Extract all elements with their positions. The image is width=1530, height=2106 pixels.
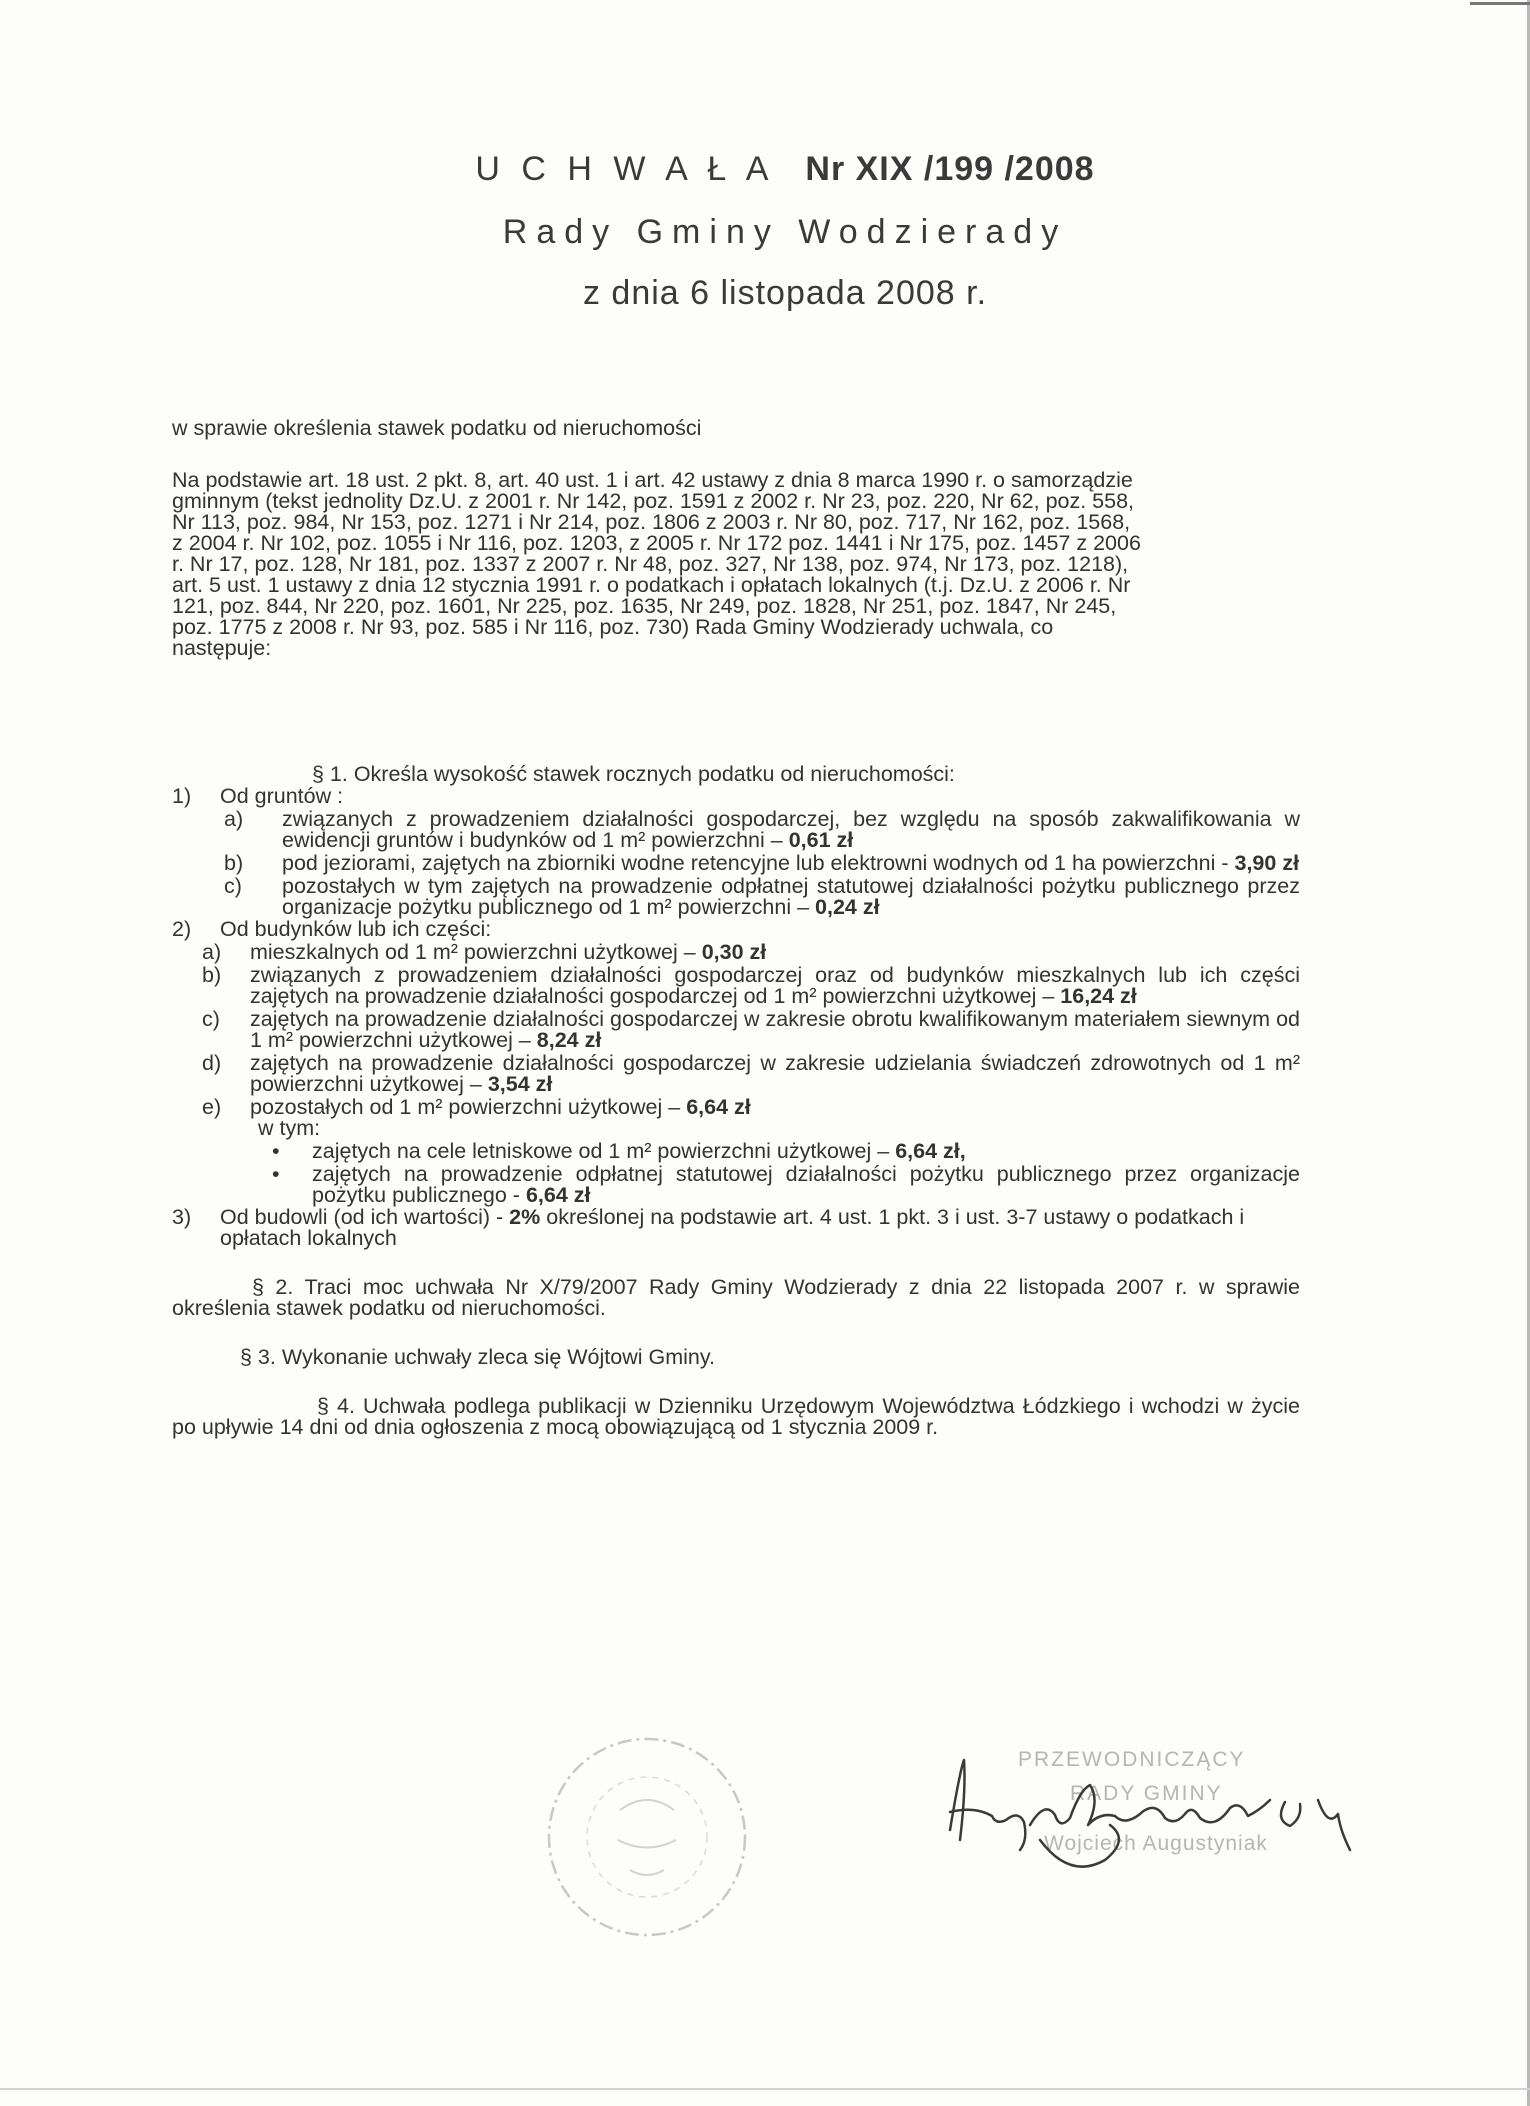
rate-value: 3,90 zł [1234, 851, 1300, 875]
bullet-text: zajętych na cele letniskowe od 1 m² powierzchni użytkowej – [312, 1139, 890, 1163]
rate-value: 0,30 zł [701, 940, 767, 964]
preamble-line: poz. 1775 z 2008 r. Nr 93, poz. 585 i Nr 116, poz. 730) Rada Gminy Wodzierady uchwala, co [172, 615, 1054, 639]
resolution-number: Nr XIX /199 /2008 [805, 150, 1095, 188]
subitem-text: związanych z prowadzeniem działalności gospodarczej, bez względu na sposób zakwalifikowania w ewidencji gruntów i budynków od 1 m² powierzchni – [282, 807, 1300, 852]
subitem-marker: a) [224, 807, 244, 831]
section-2: § 2. Traci moc uchwała Nr X/79/2007 Rady Gminy Wodzierady z dnia 22 listopada 2007 r. w sprawie określenia stawek podatku od nieruchomości. [172, 1275, 1300, 1320]
resolution-date: z dnia 6 listopada 2008 r. [582, 274, 988, 312]
subitem-buildings-e [172, 1097, 1300, 1118]
item-text: Od budynków lub ich części: [220, 917, 492, 941]
subitem-marker: b) [202, 963, 222, 987]
subitem-marker: d) [202, 1051, 222, 1075]
rate-value: 16,24 zł [1060, 984, 1137, 1008]
resolution-word: U C H W A Ł A [475, 150, 775, 188]
rate-value: 8,24 zł [536, 1028, 602, 1052]
signature-subtitle: RADY GMINY [1070, 1782, 1223, 1805]
resolution-header [0, 150, 1530, 313]
subitem-buildings-b [172, 965, 1300, 1007]
bullet-text: zajętych na prowadzenie odpłatnej statutowej działalności pożytku publicznego przez organizacje pożytku publicznego - [312, 1162, 1300, 1207]
item-text: określonej na podstawie art. 4 ust. 1 pkt. 3 i ust. 3-7 ustawy o podatkach i opłatach lokalnych [220, 1205, 1245, 1250]
rate-value: 3,54 zł [487, 1072, 553, 1096]
subitem-marker: c) [202, 1007, 220, 1031]
section-4: § 4. Uchwała podlega publikacji w Dzienniku Urzędowym Województwa Łódzkiego i wchodzi w życie po upływie 14 dni od dnia ogłoszenia z mocą obowiązującą od 1 stycznia 2009 r. [172, 1394, 1300, 1439]
subitem-land-a [172, 809, 1300, 851]
preamble-line: 121, poz. 844, Nr 220, poz. 1601, Nr 225, poz. 1635, Nr 249, poz. 1828, Nr 251, poz. 1847, Nr 245, [172, 594, 1117, 618]
legal-basis-preamble [172, 470, 1300, 659]
item-text: Od budowli (od ich wartości) - [220, 1205, 504, 1229]
bullet-summer-houses [172, 1141, 1300, 1162]
bullet-marker: • [272, 1162, 280, 1186]
subitem-text: mieszkalnych od 1 m² powierzchni użytkowej – [250, 940, 696, 964]
subitem-buildings-c [172, 1009, 1300, 1051]
subitem-land-c [172, 876, 1300, 918]
subitem-marker: a) [202, 940, 222, 964]
handwritten-signature [930, 1730, 1450, 1880]
item-structures [172, 1207, 1300, 1249]
resolution-title [40, 150, 1530, 189]
item-marker: 2) [172, 917, 192, 941]
rate-value: 6,64 zł [686, 1095, 751, 1119]
item-marker: 1) [172, 784, 192, 808]
subitem-marker: b) [224, 851, 244, 875]
council-name: Rady Gminy Wodzierady [502, 213, 1068, 251]
preamble-line: z 2004 r. Nr 102, poz. 1055 i Nr 116, poz. 1203, z 2005 r. Nr 172 poz. 1441 i Nr 175, poz. 1457 z 2006 [172, 531, 1141, 555]
rate-value: 6,64 zł [525, 1183, 591, 1207]
rate-value: 0,61 zł [788, 828, 854, 852]
subitem-text: pozostałych od 1 m² powierzchni użytkowej – [250, 1095, 681, 1119]
subitem-land-b [172, 853, 1300, 874]
subitem-marker: c) [224, 874, 242, 898]
subitem-text: pod jeziorami, zajętych na zbiorniki wodne retencyjne lub elektrowni wodnych od 1 ha powierzchni - [282, 851, 1229, 875]
rate-value: 6,64 zł, [895, 1139, 966, 1163]
preamble-line: gminnym (tekst jednolity Dz.U. z 2001 r. Nr 142, poz. 1591 z 2002 r. Nr 23, poz. 220, Nr 62, poz. 558, [172, 489, 1135, 513]
item-land [172, 786, 1300, 807]
preamble-line: następuje: [172, 636, 272, 660]
item-marker: 3) [172, 1205, 192, 1229]
including-label: w tym: [258, 1116, 321, 1140]
item-text: Od gruntów : [220, 784, 344, 808]
subitem-text: związanych z prowadzeniem działalności gospodarczej oraz od budynków mieszkalnych lub ich części zajętych na prowadzenie działalności gospodarczej od 1 m² powierzchni użytkowej – [250, 963, 1300, 1008]
signature-title: PRZEWODNICZĄCY [1018, 1748, 1246, 1771]
rate-value: 0,24 zł [815, 895, 880, 919]
subitem-buildings-d [172, 1053, 1300, 1095]
round-seal-stamp [540, 1730, 755, 1945]
signatory-name: Wojciech Augustyniak [1044, 1832, 1268, 1855]
bullet-public-benefit [172, 1164, 1300, 1206]
bullet-marker: • [272, 1139, 280, 1163]
subitem-marker: e) [202, 1095, 222, 1119]
subitem-text: zajętych na prowadzenie działalności gospodarczej w zakresie obrotu kwalifikowanym materiałem siewnym od 1 m² powierzchni użytkowej – [250, 1007, 1300, 1052]
preamble-line: art. 5 ust. 1 ustawy z dnia 12 stycznia 1991 r. o podatkach i opłatach lokalnych (t.j. Dz.U. z 2006 r. Nr [172, 573, 1131, 597]
rate-value: 2% [509, 1205, 541, 1229]
corner-mark [1470, 2, 1530, 5]
preamble-line: r. Nr 17, poz. 128, Nr 181, poz. 1337 z 2007 r. Nr 48, poz. 327, Nr 138, poz. 974, Nr 173, poz. 1218), [172, 552, 1129, 576]
section-3: § 3. Wykonanie uchwały zleca się Wójtowi Gminy. [240, 1345, 715, 1369]
subitem-buildings-a [172, 942, 1300, 963]
subitem-text: pozostałych w tym zajętych na prowadzenie odpłatnej statutowej działalności pożytku publicznego przez organizacje pożytku publicznego od 1 m² powierzchni – [282, 874, 1300, 919]
bottom-edge-line [0, 2088, 1530, 2090]
subitem-text: zajętych na prowadzenie działalności gospodarczej w zakresie udzielania świadczeń zdrowotnych od 1 m² powierzchni użytkowej – [250, 1051, 1300, 1096]
preamble-line: Nr 113, poz. 984, Nr 153, poz. 1271 i Nr 214, poz. 1806 z 2003 r. Nr 80, poz. 717, Nr 162, poz. 1568, [172, 510, 1131, 534]
section-1-title: § 1. Określa wysokość stawek rocznych podatku od nieruchomości: [312, 762, 955, 786]
item-buildings [172, 919, 1300, 940]
section-1 [172, 764, 1300, 1438]
preamble-line: Na podstawie art. 18 ust. 2 pkt. 8, art. 40 ust. 1 i art. 42 ustawy z dnia 8 marca 1990 r. o samorządzie [172, 468, 1133, 492]
subject-line: w sprawie określenia stawek podatku od nieruchomości [172, 416, 702, 440]
